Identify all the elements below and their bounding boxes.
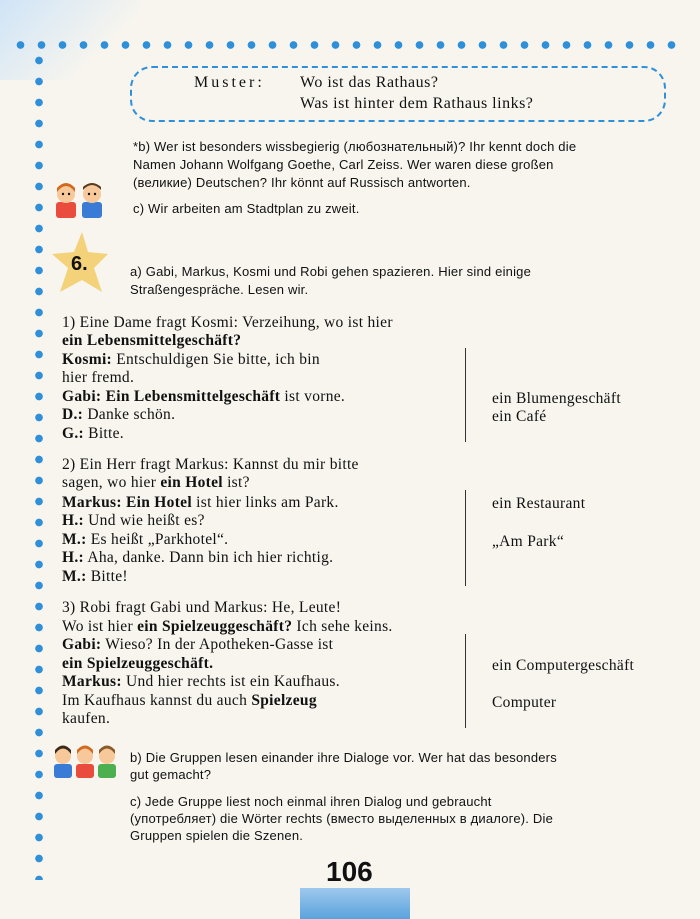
d1-line-3: Kosmi: Entschuldigen Sie bitte, ich bin (62, 351, 320, 368)
muster-label: Muster: (194, 74, 265, 91)
d1-alt-1: ein Blumengeschäft (492, 390, 621, 407)
d2-line-7: M.: Bitte! (62, 568, 128, 585)
d2-line-3: Markus: Ein Hotel ist hier links am Park. (62, 494, 339, 511)
d3-line-6: Im Kaufhaus kannst du auch Spielzeug (62, 692, 317, 709)
d1-line-6: D.: Danke schön. (62, 406, 176, 423)
muster-line-2: Was ist hinter dem Rathaus links? (300, 95, 534, 112)
d3-alt-2: Computer (492, 694, 557, 711)
page-number: 106 (326, 856, 373, 887)
d2-line-5: M.: Es heißt „Parkhotel“. (62, 531, 229, 548)
d2-line-4: H.: Und wie heißt es? (62, 512, 205, 529)
d3-divider (465, 634, 466, 728)
task-b-line-2: Namen Johann Wolfgang Goethe, Carl Zeiss. Wer waren diese großen (133, 157, 554, 172)
left-dot-border (32, 50, 46, 880)
d3-alt-1: ein Computergeschäft (492, 657, 635, 674)
muster-box (130, 66, 666, 122)
muster-line-1: Wo ist das Rathaus? (300, 74, 439, 91)
d3-line-7: kaufen. (62, 710, 111, 727)
d2-alt-1: ein Restaurant (492, 495, 586, 512)
d1-line-2: ein Lebensmittelgeschäft? (62, 332, 242, 349)
task-b-line-1: *b) Wer ist besonders wissbegierig (любознательный)? Ihr kennt doch die (133, 139, 577, 154)
d2-alt-2: „Am Park“ (492, 533, 564, 550)
d1-alt-2: ein Café (492, 408, 547, 425)
pair-kids-icon (52, 180, 110, 220)
ex6-b-line-1: b) Die Gruppen lesen einander ihre Dialoge vor. Wer hat das besonders (130, 750, 557, 765)
ex6-c-line-1: c) Jede Gruppe liest noch einmal ihren Dialog und gebraucht (130, 794, 492, 809)
d1-line-4: hier fremd. (62, 369, 135, 386)
d2-divider (465, 490, 466, 586)
d2-line-1: 2) Ein Herr fragt Markus: Kannst du mir bitte (62, 456, 359, 473)
task-b-line-3: (великие) Deutschen? Ihr könnt auf Russisch antworten. (133, 175, 471, 190)
d1-line-7: G.: Bitte. (62, 425, 124, 442)
d3-line-2: Wo ist hier ein Spielzeuggeschäft? Ich sehe keins. (62, 618, 393, 635)
ex6-c-line-2: (употребляет) die Wörter rechts (вместо выделенных в диалоге). Die (130, 811, 554, 826)
page-number-bar (300, 888, 410, 919)
d3-line-5: Markus: Und hier rechts ist ein Kaufhaus. (62, 673, 340, 690)
d2-line-2: sagen, wo hier ein Hotel ist? (62, 474, 250, 491)
d3-line-3: Gabi: Wieso? In der Apotheken-Gasse ist (62, 636, 334, 653)
ex6-a-line-1: a) Gabi, Markus, Kosmi und Robi gehen spazieren. Hier sind einige (130, 264, 532, 279)
d3-line-1: 3) Robi fragt Gabi und Markus: He, Leute! (62, 599, 342, 616)
d1-line-5: Gabi: Ein Lebensmittelgeschäft ist vorne. (62, 388, 346, 405)
ex6-c-line-3: Gruppen spielen die Szenen. (130, 828, 304, 843)
exercise-number: 6. (71, 253, 88, 275)
ex6-a-line-2: Straßengespräche. Lesen wir. (130, 282, 309, 297)
ex6-b-line-2: gut gemacht? (130, 767, 212, 782)
task-c: c) Wir arbeiten am Stadtplan zu zweit. (133, 201, 360, 216)
d2-line-6: H.: Aha, danke. Dann bin ich hier richtig. (62, 549, 334, 566)
top-dot-border (10, 38, 680, 52)
d1-line-1: 1) Eine Dame fragt Kosmi: Verzeihung, wo ist hier (62, 314, 393, 331)
d3-line-4: ein Spielzeuggeschäft. (62, 655, 214, 672)
group-kids-icon (52, 740, 118, 780)
d1-divider (465, 348, 466, 442)
